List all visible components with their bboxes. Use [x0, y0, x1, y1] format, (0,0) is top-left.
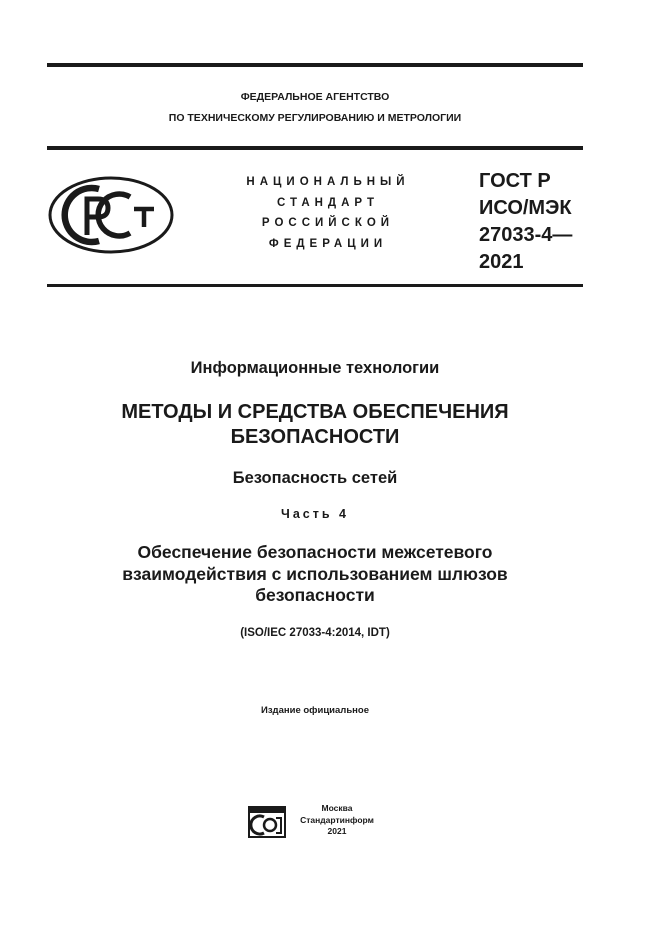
national-standard-line: ФЕДЕРАЦИИ	[268, 237, 388, 250]
standartinform-logo-icon	[248, 806, 286, 838]
national-standard-line: СТАНДАРТ	[277, 196, 379, 209]
part-title-line-2: взаимодействия с использованием шлюзов	[122, 563, 508, 584]
national-standard-line: НАЦИОНАЛЬНЫЙ	[246, 176, 410, 188]
designation-line: 27033-4—	[479, 224, 573, 246]
publisher-block	[291, 803, 383, 838]
document-title-caps	[47, 400, 583, 450]
title-caps-line-1: МЕТОДЫ И СРЕДСТВА ОБЕСПЕЧЕНИЯ	[121, 401, 509, 423]
document-title-main: Информационные технологии	[190, 359, 440, 377]
national-standard-line: РОССИЙСКОЙ	[261, 217, 395, 229]
gost-r-certification-mark-icon	[47, 175, 175, 255]
designation-line: 2021	[479, 251, 524, 273]
edition-label: Издание официальное	[261, 705, 369, 716]
national-standard-label	[228, 172, 428, 254]
document-subtitle: Безопасность сетей	[232, 469, 398, 487]
document-part: Часть 4	[281, 507, 349, 521]
part-title-line-3: безопасности	[255, 585, 375, 605]
designation-line: ГОСТ Р	[479, 170, 551, 192]
title-rule	[47, 284, 583, 287]
iso-reference: (ISO/IEC 27033-4:2014, IDT)	[240, 627, 390, 639]
top-rule	[47, 63, 583, 67]
header-rule	[47, 146, 583, 150]
part-title-line-1: Обеспечение безопасности межсетевого	[137, 542, 493, 562]
agency-line-1: ФЕДЕРАЛЬНОЕ АГЕНТСТВО	[240, 91, 390, 103]
publisher-name: Стандартинформ	[300, 814, 374, 825]
document-part-title	[47, 542, 583, 607]
title-caps-line-2: БЕЗОПАСНОСТИ	[230, 426, 400, 448]
standard-designation	[479, 168, 589, 276]
designation-line: ИСО/МЭК	[479, 197, 572, 219]
publisher-city: Москва	[321, 803, 353, 813]
publisher-year: 2021	[327, 826, 347, 836]
agency-line-2: ПО ТЕХНИЧЕСКОМУ РЕГУЛИРОВАНИЮ И МЕТРОЛОГИИ	[168, 112, 462, 124]
